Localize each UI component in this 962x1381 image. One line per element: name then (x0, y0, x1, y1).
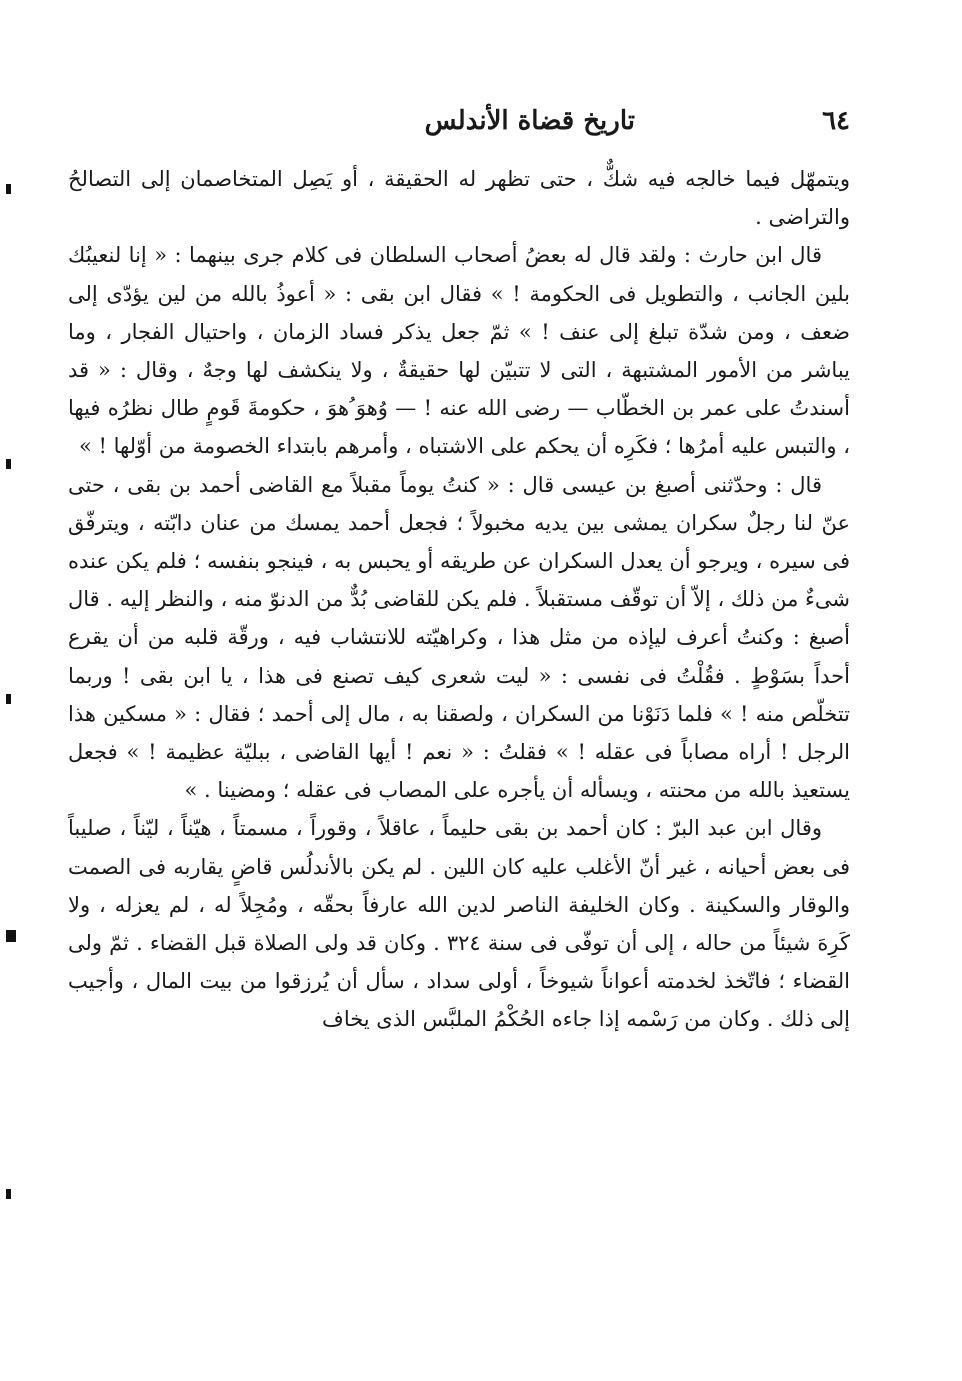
margin-mark (6, 459, 11, 469)
paragraph-1: ويتمهّل فيما خالجه فيه شكٌّ ، حتى تظهر له الحقيقة ، أو يَصِل المتخاصمان إلى التصالحُ والتراضى . (68, 167, 850, 230)
page-number: ٦٤ (822, 106, 850, 136)
margin-mark (6, 184, 11, 194)
paragraph-4: وقال ابن عبد البرّ : كان أحمد بن بقى حليماً ، عاقلاً ، وقوراً ، مسمتاً ، هيّناً ، ليّناً ، صليباً فى بعض أحيانه ، غير أنّ الأغلب عليه كان اللين . لم يكن بالأندلُس قاضٍ يقاربه فى الصمت والوقار والسكينة . وكان الخليفة الناصر لدين الله عارفاً بحقّه ، ومُجِلاً له ، لم يعزله ، ولا كَرِهَ شيئاً من حاله ، إلى أن توفّى فى سنة ٣٢٤ . وكان قد ولى الصلاة قبل القضاء . ثمّ ولى القضاء ؛ فاتّخذ لخدمته أعواناً شيوخاً ، أولى سداد ، سأل أن يُرزقوا من بيت المال ، وأجيب إلى ذلك . وكان من رَسْمه إذا جاءه الحُكْمُ الملبَّس الذى يخاف (68, 816, 850, 1032)
running-title: تاريخ قضاة الأندلس (424, 106, 635, 136)
paragraph-3: قال : وحدّثنى أصبغ بن عيسى قال : « كنتُ يوماً مقبلاً مع القاضى أحمد بن بقى ، حتى عنّ لنا رجلٌ سكران يمشى بين يديه مخبولاً ؛ فجعل أحمد يمسك من عنان دابّته ، ويترفّق فى سيره ، ويرجو أن يعدل السكران عن طريقه أو يحبس به ، فينجو بنفسه ؛ فلم يكن عنده شىءٌ من ذلك ، إلاّ أن توقّف مستقبلاً . فلم يكن للقاضى بُدٌّ من الدنوّ منه ، والنظر إليه . قال أصبغ : وكنتُ أعرف ليإذه من مثل هذا ، وكراهيّته للانتشاب فيه ، ورقّة قلبه من أن يقرع أحداً بسَوْطٍ . فقُلْتُ فى نفسى : « ليت شعرى كيف تصنع فى هذا ، يا ابن بقى ! وربما تتخلّص منه ! » فلما دَنَوْنا من السكران ، ولصقنا به ، مال إلى أحمد ؛ فقال : « مسكين هذا الرجل ! أراه مصاباً فى عقله ! » فقلتُ : « نعم ! أيها القاضى ، ببليّة عظيمة ! » فجعل يستعيذ بالله من محنته ، ويسأله أن يأجره على المصاب فى عقله ؛ ومضينا . » (68, 472, 850, 803)
body-text (68, 160, 850, 1039)
margin-mark (6, 1189, 11, 1199)
page-header (330, 106, 850, 146)
margin-mark (6, 694, 11, 704)
margin-marks (6, 0, 18, 1381)
paragraph-2: قال ابن حارث : ولقد قال له بعضُ أصحاب السلطان فى كلام جرى بينهما : « إنا لنعيبُك بلين الجانب ، والتطويل فى الحكومة ! » فقال ابن بقى : « أعوذُ بالله من لين يؤدّى إلى ضعف ، ومن شدّة تبلغ إلى عنف ! » ثمّ جعل يذكر فساد الزمان ، واحتيال الفجار ، وما يباشر من الأمور المشتبهة ، التى لا تتبيّن لها حقيقةٌ ، ولا ينكشف لها وجهٌ ، وقال : « قد أسندتُ على عمر بن الخطّاب — رضى الله عنه ! — وُهوَ ُهوَ ، حكومةَ قَومٍ طال نظرُه فيها ، والتبس عليه أمرُها ؛ فكَرِه أن يحكم على الاشتباه ، وأمرهم بابتداء الخصومة من أوّلها ! » (68, 243, 850, 459)
margin-mark (6, 930, 16, 942)
